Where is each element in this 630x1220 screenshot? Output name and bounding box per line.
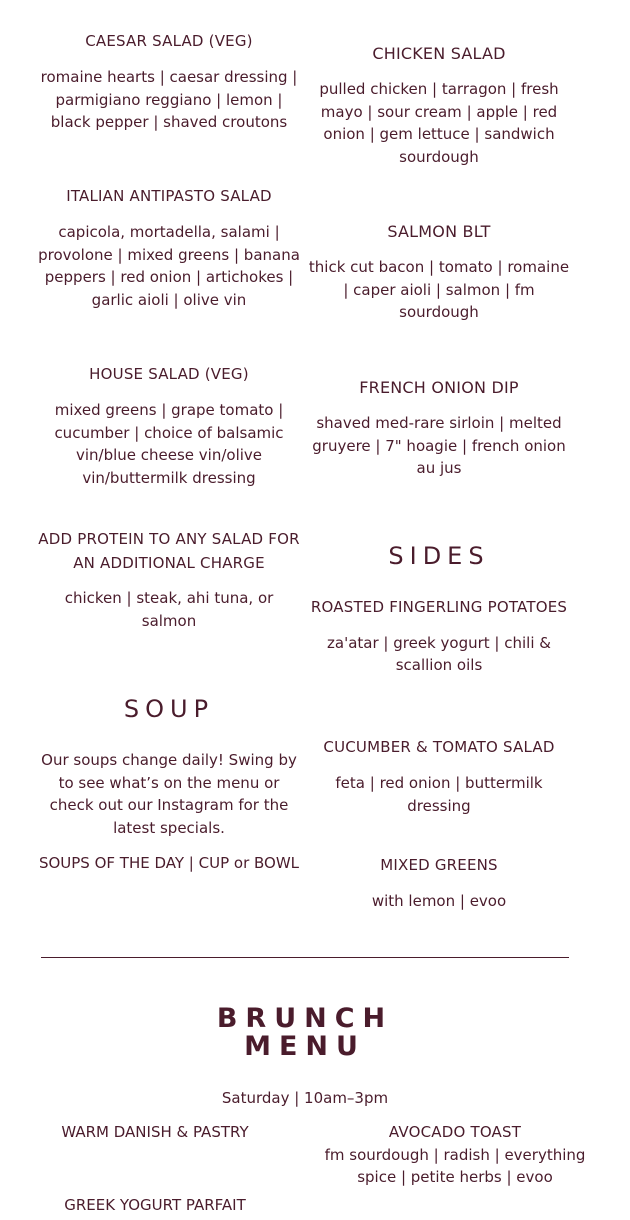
item-description: fm sourdough | radish | everything spice | petite herbs | evoo bbox=[324, 1145, 586, 1186]
menu-item-caesar-salad bbox=[38, 30, 300, 134]
brunch-heading-line1: BRUNCH bbox=[216, 1003, 394, 1034]
item-description: shaved med-rare sirloin | melted gruyere | 7" hoagie | french onion au jus bbox=[312, 414, 566, 477]
menu-item-house-salad bbox=[38, 363, 300, 489]
soup-of-the-day: SOUPS OF THE DAY | CUP or BOWL bbox=[38, 854, 300, 872]
side-item-cucumber-tomato-salad bbox=[308, 736, 570, 817]
item-name: CAESAR SALAD (VEG) bbox=[85, 32, 253, 50]
section-divider bbox=[41, 957, 569, 958]
brunch-item-yogurt-parfait: GREEK YOGURT PARFAIT bbox=[64, 1196, 246, 1214]
item-description: with lemon | evoo bbox=[371, 892, 507, 910]
item-description: romaine hearts | caesar dressing | parmigiano reggiano | lemon | black pepper | shaved croutons bbox=[40, 68, 298, 131]
item-name: MIXED GREENS bbox=[380, 856, 498, 874]
item-name: ITALIAN ANTIPASTO SALAD bbox=[66, 187, 272, 205]
menu-item-french-onion-dip bbox=[308, 376, 570, 480]
menu-item-add-protein bbox=[38, 527, 300, 632]
item-description: mixed greens | grape tomato | cucumber | choice of balsamic vin/blue cheese vin/olive vin/buttermilk dressing bbox=[54, 401, 284, 487]
menu-item-chicken-salad bbox=[308, 42, 570, 168]
brunch-item-danish-pastry: WARM DANISH & PASTRY bbox=[61, 1123, 249, 1141]
item-name: ADD PROTEIN TO ANY SALAD FOR AN ADDITIONAL CHARGE bbox=[38, 530, 300, 572]
item-description: capicola, mortadella, salami | provolone | mixed greens | banana peppers | red onion | artichokes | garlic aioli | olive vin bbox=[38, 223, 300, 309]
item-name: CUCUMBER & TOMATO SALAD bbox=[323, 738, 555, 756]
sides-heading: SIDES bbox=[388, 542, 490, 570]
item-name: SALMON BLT bbox=[387, 222, 491, 241]
menu-item-salmon-blt bbox=[308, 220, 570, 324]
menu-item-italian-antipasto-salad bbox=[38, 185, 300, 311]
item-name: FRENCH ONION DIP bbox=[359, 378, 519, 397]
item-description: thick cut bacon | tomato | romaine | caper aioli | salmon | fm sourdough bbox=[308, 258, 570, 321]
item-name: AVOCADO TOAST bbox=[388, 1123, 522, 1141]
item-name: ROASTED FINGERLING POTATOES bbox=[310, 598, 568, 616]
item-description: pulled chicken | tarragon | fresh mayo | sour cream | apple | red onion | gem lettuce | sandwich sourdough bbox=[319, 80, 559, 166]
item-description: feta | red onion | buttermilk dressing bbox=[335, 774, 543, 815]
item-description: chicken | steak, ahi tuna, or salmon bbox=[64, 589, 274, 630]
item-name: HOUSE SALAD (VEG) bbox=[89, 365, 249, 383]
brunch-hours: Saturday | 10am–3pm bbox=[221, 1089, 389, 1107]
soup-intro: Our soups change daily! Swing by to see what’s on the menu or check out our Instagram for the latest specials. bbox=[41, 751, 297, 837]
item-description: za'atar | greek yogurt | chili & scallion oils bbox=[327, 633, 551, 674]
brunch-item-avocado-toast bbox=[316, 1121, 594, 1189]
side-item-mixed-greens bbox=[308, 854, 570, 913]
side-item-fingerling-potatoes bbox=[308, 596, 570, 677]
soup-heading: SOUP bbox=[123, 695, 215, 723]
brunch-heading-line2: MENU bbox=[244, 1031, 366, 1062]
item-name: CHICKEN SALAD bbox=[372, 44, 506, 63]
